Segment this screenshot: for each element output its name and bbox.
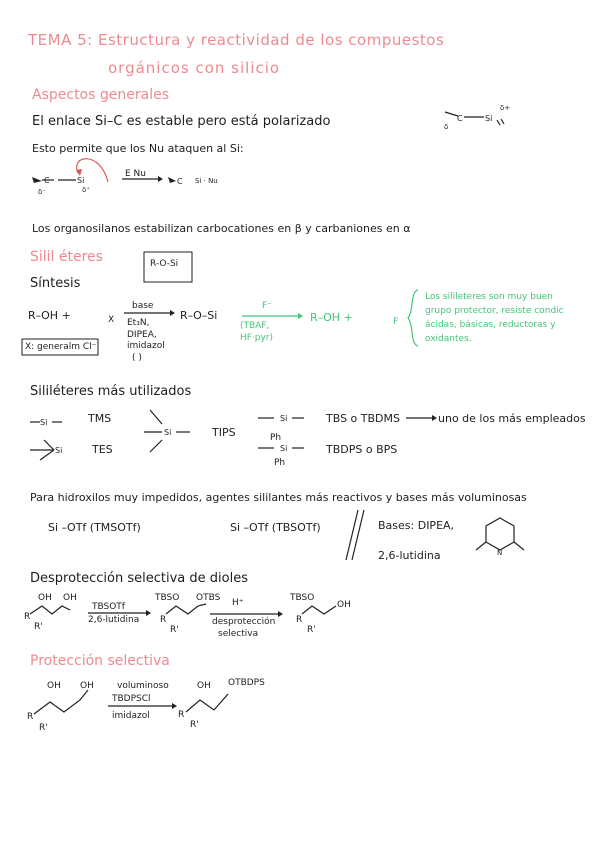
protecting-group-note-3: ácidas, básicas, reductoras y bbox=[425, 320, 556, 330]
diol-r1: R' bbox=[34, 622, 43, 632]
bis-r1: R' bbox=[170, 625, 179, 635]
deprotection-products: R–OH + bbox=[310, 311, 353, 324]
svg-text:Si: Si bbox=[77, 176, 85, 185]
silyl-ether-box-formula: R-O-Si bbox=[150, 259, 179, 269]
lutidine-label: 2,6-lutidina bbox=[378, 549, 441, 562]
step2-label-1: desprotección bbox=[212, 617, 276, 627]
step2-acid: H⁺ bbox=[232, 598, 244, 608]
prot-step-voluminoso: voluminoso bbox=[117, 681, 169, 691]
deprotection-condition-1: (TBAF, bbox=[240, 321, 270, 331]
protecting-group-note-1: Los silileteres son muy buen bbox=[425, 292, 553, 302]
svg-text:δ⁺: δ⁺ bbox=[82, 186, 90, 194]
diol-oh-2: OH bbox=[63, 593, 77, 603]
x-general-box bbox=[22, 339, 98, 355]
svg-text:C: C bbox=[457, 114, 463, 123]
prot-r1: R' bbox=[39, 723, 48, 733]
step2-label-2: selectiva bbox=[218, 629, 259, 639]
bis-otbs: OTBS bbox=[196, 593, 221, 603]
phenyl-label-top: Ph bbox=[270, 433, 282, 443]
diol-skeleton bbox=[30, 606, 70, 614]
svg-text:C: C bbox=[44, 176, 50, 185]
silyl-ether-box bbox=[144, 252, 192, 282]
deprotection-fluoride-label: F⁻ bbox=[262, 301, 272, 311]
label-tes: TES bbox=[92, 443, 113, 456]
section-heading-silyl-ethers: Silil éteres bbox=[30, 249, 103, 265]
svg-text:N: N bbox=[497, 549, 503, 557]
separator-slash-1 bbox=[346, 510, 358, 560]
svg-text:δ+: δ+ bbox=[500, 104, 511, 112]
mono-tbso: TBSO bbox=[290, 593, 315, 603]
sentence-nu-attack: Esto permite que los Nu ataquen al Si: bbox=[32, 142, 244, 155]
svg-text:C: C bbox=[177, 177, 183, 186]
label-tbdps: TBDPS o BPS bbox=[326, 443, 398, 456]
prot-product-r: R bbox=[178, 710, 185, 720]
lutidine-structure bbox=[476, 518, 524, 557]
tips-structure bbox=[144, 410, 190, 452]
common-silyl-ethers-heading: Sililéteres más utilizados bbox=[30, 384, 192, 399]
svg-text:Si: Si bbox=[40, 418, 48, 427]
prot-product-skeleton bbox=[186, 694, 228, 712]
phenyl-label-bottom: Ph bbox=[274, 458, 286, 468]
synthesis-condition-3: imidazol bbox=[127, 341, 165, 351]
synthesis-small-note: ( ) bbox=[132, 353, 142, 363]
prot-diol-skeleton bbox=[34, 690, 88, 714]
sentence-organosilanes: Los organosilanos estabilizan carbocationes en β y carbaniones en α bbox=[32, 222, 411, 235]
prot-product-otbdps: OTBDPS bbox=[228, 678, 265, 688]
synthesis-condition-1: Et₃N, bbox=[127, 318, 150, 328]
prot-r: R bbox=[27, 712, 34, 722]
step1-base: 2,6-lutidina bbox=[88, 615, 140, 625]
bases-label: Bases: DIPEA, bbox=[378, 519, 455, 532]
mono-r: R bbox=[296, 615, 303, 625]
synthesis-base-label: base bbox=[132, 301, 154, 311]
svg-text:Si: Si bbox=[280, 444, 288, 453]
section-heading-aspects: Aspectos generales bbox=[32, 87, 169, 103]
bis-skeleton bbox=[166, 604, 206, 614]
prot-oh-2: OH bbox=[80, 681, 94, 691]
label-tbs-note: uno de los más empleados bbox=[438, 412, 586, 425]
hindered-hydroxyls-sentence: Para hidroxilos muy impedidos, agentes sililantes más reactivos y bases más voluminosas bbox=[30, 491, 527, 504]
leaving-group-x: X bbox=[108, 315, 115, 325]
prot-product-oh: OH bbox=[197, 681, 211, 691]
synthesis-product: R–O–Si bbox=[180, 309, 218, 322]
step1-reagent: TBSOTf bbox=[92, 602, 125, 612]
label-tbs: TBS o TBDMS bbox=[326, 412, 400, 425]
synthesis-reactant: R–OH + bbox=[28, 309, 71, 322]
protecting-group-note-4: oxidantes. bbox=[425, 334, 472, 344]
protecting-group-note-2: grupo protector, resiste condic bbox=[425, 306, 564, 316]
prot-step-imidazol: imidazol bbox=[112, 711, 150, 721]
separator-slash-2 bbox=[352, 510, 364, 560]
svg-text:δ: δ bbox=[444, 123, 449, 131]
bis-r: R bbox=[160, 615, 167, 625]
deprotection-heading: Desprotección selectiva de dioles bbox=[30, 571, 248, 586]
tes-structure bbox=[30, 440, 62, 460]
diol-r: R bbox=[24, 612, 31, 622]
tmsotf-label: Si –OTf (TMSOTf) bbox=[48, 521, 141, 534]
synthesis-condition-2: DIPEA, bbox=[127, 330, 157, 340]
svg-text:Si: Si bbox=[280, 414, 288, 423]
arrow-label-enu: E Nu bbox=[125, 169, 146, 179]
svg-text:Si: Si bbox=[164, 428, 172, 437]
page-title: TEMA 5: Estructura y reactividad de los compuestos bbox=[28, 31, 445, 49]
tbsotf-label: Si –OTf (TBSOTf) bbox=[230, 521, 321, 534]
synthesis-heading: Síntesis bbox=[30, 276, 81, 291]
tms-structure bbox=[30, 418, 62, 427]
prot-product-r1: R' bbox=[190, 720, 199, 730]
deprotection-condition-2: HF·pyr) bbox=[240, 333, 274, 343]
label-tms: TMS bbox=[88, 412, 112, 425]
prot-step-reagent: TBDPSCl bbox=[112, 694, 151, 704]
si-c-polarization-drawing bbox=[444, 104, 510, 131]
sentence-polarized-bond: El enlace Si–C es estable pero está polarizado bbox=[32, 114, 331, 129]
nu-attack-drawing bbox=[32, 159, 218, 196]
mono-skeleton bbox=[302, 606, 336, 614]
svg-text:Si: Si bbox=[55, 446, 63, 455]
svg-text:Si: Si bbox=[485, 114, 493, 123]
page-title-line2: orgánicos con silicio bbox=[108, 59, 281, 77]
label-tips: TIPS bbox=[212, 426, 236, 439]
mono-oh: OH bbox=[337, 600, 351, 610]
deprotection-fluoride: F bbox=[393, 317, 399, 327]
tbdps-structure bbox=[258, 444, 304, 453]
mono-r1: R' bbox=[307, 625, 316, 635]
green-brace bbox=[408, 290, 418, 346]
protection-heading: Protección selectiva bbox=[30, 653, 170, 669]
x-general-note: X: generalm Cl⁻ bbox=[25, 342, 97, 352]
prot-oh-1: OH bbox=[47, 681, 61, 691]
svg-text:Si · Nu: Si · Nu bbox=[195, 177, 218, 185]
bis-tbso: TBSO bbox=[155, 593, 180, 603]
tbs-structure bbox=[258, 414, 437, 423]
diol-oh-1: OH bbox=[38, 593, 52, 603]
svg-text:δ⁻: δ⁻ bbox=[38, 188, 46, 196]
